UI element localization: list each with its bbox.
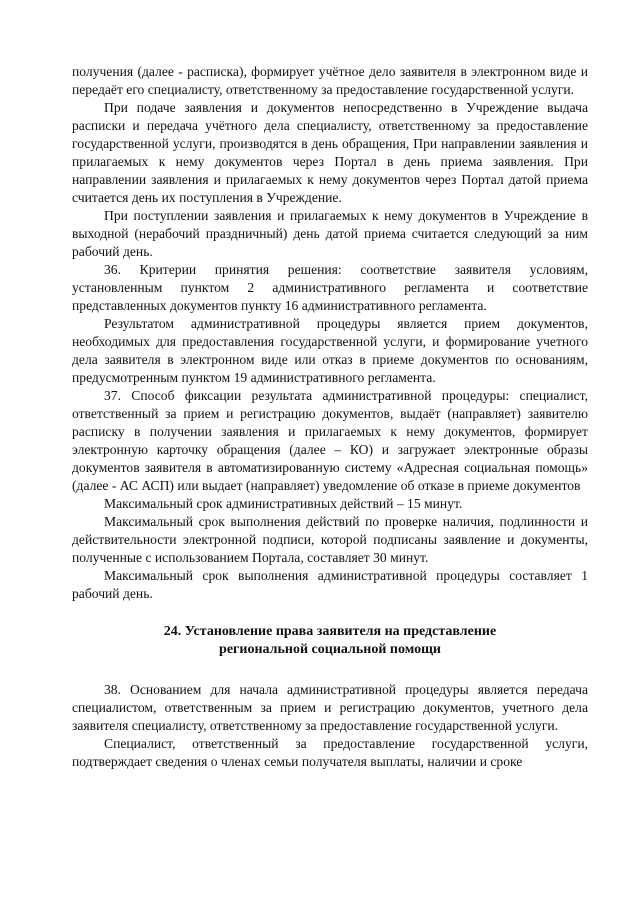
paragraph-max-signature-check: Максимальный срок выполнения действий по проверке наличия, подлинности и действительности электронной подписи, которой подписаны заявление и документы, полученные с использованием Портала, составляет 30 минут. [72, 514, 588, 565]
paragraph-weekend-receipt: При поступлении заявления и прилагаемых к нему документов в Учреждение в выходной (нерабочий праздничный) день датой приема считается следующий за ним рабочий день. [72, 208, 588, 259]
section-heading-line1: 24. Установление права заявителя на представление [163, 624, 497, 639]
paragraph-continuation: получения (далее - расписка), формирует учётное дело заявителя в электронном виде и передаёт его специалисту, ответственному за предоставление государственной услуги. [72, 64, 588, 97]
paragraph-38-basis: 38. Основанием для начала административной процедуры является передача специалистом, ответственным за прием и регистрацию документов, учетного дела заявителя специалисту, ответственному за предоставление государственной услуги. [72, 682, 588, 733]
paragraph-direct-submission: При подаче заявления и документов непосредственно в Учреждение выдача расписки и передача учётного дела специалисту, ответственному за предоставление государственной услуги, производятся в день обращения, При направлении заявления и прилагаемых к нему документов через Портал в день приема заявления. При направлении заявления и прилагаемых к нему документов через Портал датой приема считается день их поступления в Учреждение. [72, 100, 588, 205]
paragraph-specialist-confirms: Специалист, ответственный за предоставление государственной услуги, подтверждает сведения о членах семьи получателя выплаты, наличии и сроке [72, 736, 588, 769]
section-heading [72, 623, 588, 659]
section-heading-line2: региональной социальной помощи [219, 642, 441, 657]
document-page [72, 63, 588, 771]
paragraph-max-actions-time: Максимальный срок административных действий – 15 минут. [104, 496, 463, 511]
paragraph-max-procedure-time: Максимальный срок выполнения административной процедуры составляет 1 рабочий день. [72, 568, 588, 601]
paragraph-36-criteria: 36. Критерии принятия решения: соответствие заявителя условиям, установленным пунктом 2 административного регламента и соответствие представленных документов пункту 16 административного регламента. [72, 262, 588, 313]
paragraph-procedure-result: Результатом административной процедуры является прием документов, необходимых для предоставления государственной услуги, и формирование учетного дела заявителя в электронном виде или отказ в приеме документов по основаниям, предусмотренным пунктом 19 административного регламента. [72, 316, 588, 385]
paragraph-37-fixation: 37. Способ фиксации результата административной процедуры: специалист, ответственный за прием и регистрацию документов, выдаёт (направляет) заявителю расписку в получении заявления и прилагаемых к нему документов, формирует электронную карточку обращения (далее – КО) и загружает электронные образы документов заявителя в автоматизированную систему «Адресная социальная помощь» (далее - АС АСП) или выдает (направляет) уведомление об отказе в приеме документов [72, 388, 588, 493]
